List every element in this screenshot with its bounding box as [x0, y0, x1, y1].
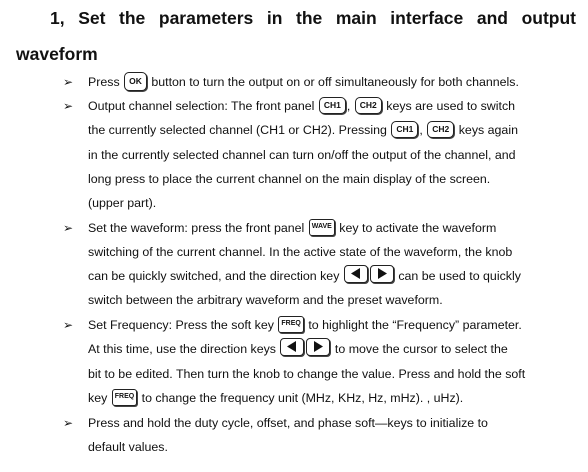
text-line: [88, 94, 515, 118]
text-line: [88, 386, 463, 410]
text-span: can be used to quickly: [398, 269, 521, 283]
text-line: bit to be edited. Then turn the knob to change the value. Press and hold the soft: [88, 367, 526, 381]
ch2-key: CH2: [427, 121, 454, 138]
text-span: At this time, use the direction keys: [88, 342, 277, 356]
text-span: button to turn the output on or off simultaneously for both channels.: [151, 75, 519, 89]
text-line: [88, 118, 518, 142]
text-span: Output channel selection: The front panel: [88, 99, 315, 113]
text-span: to move the cursor to select the: [334, 342, 508, 356]
text-line: default values.: [88, 440, 168, 454]
text-span: Set Frequency: Press the soft key: [88, 318, 274, 332]
text-line: switching of the current channel. In the active state of the waveform, the knob: [88, 245, 513, 259]
text-span: can be quickly switched, and the direction key: [88, 269, 340, 283]
triangle-right-icon: [306, 338, 330, 356]
text-span: key to activate the waveform: [339, 221, 497, 235]
bullet-marker: ➢: [63, 99, 74, 113]
ch2-key: CH2: [355, 97, 382, 114]
section-title: [16, 0, 576, 72]
text-line: [88, 313, 522, 337]
text-line: [88, 264, 521, 288]
text-span: to change the frequency unit (MHz, KHz, Hz, mHz). , uHz).: [141, 391, 464, 405]
text-line: [88, 337, 508, 361]
text-line: in the currently selected channel can turn on/off the output of the channel, and: [88, 148, 516, 162]
text-span: Press: [88, 75, 120, 89]
ch1-key: CH1: [319, 97, 346, 114]
freq-key: FREQ: [278, 316, 303, 333]
text-span: ,: [346, 99, 351, 113]
bullet-marker: ➢: [63, 221, 74, 235]
bullet-marker: ➢: [63, 75, 74, 89]
text-span: keys again: [458, 123, 518, 137]
text-span: keys are used to switch: [386, 99, 516, 113]
text-line: Press and hold the duty cycle, offset, and phase soft—keys to initialize to: [88, 416, 488, 430]
text-span: the currently selected channel (CH1 or CH2). Pressing: [88, 123, 387, 137]
bullet-marker: ➢: [63, 416, 74, 430]
wave-key: WAVE: [309, 219, 335, 236]
triangle-left-icon: [280, 338, 304, 356]
text-span: Set the waveform: press the front panel: [88, 221, 305, 235]
text-span: to highlight the “Frequency” parameter.: [308, 318, 522, 332]
section-title-line-2: waveform: [16, 44, 98, 64]
ch1-key: CH1: [391, 121, 418, 138]
section-title-line-1: 1, Set the parameters in the main interface and output: [50, 8, 576, 28]
triangle-left-icon: [344, 265, 368, 283]
ok-key: OK: [124, 72, 147, 91]
text-line: [88, 216, 496, 240]
triangle-right-icon: [370, 265, 394, 283]
text-line: long press to place the current channel on the main display of the screen.: [88, 172, 491, 186]
freq-key: FREQ: [112, 389, 137, 406]
text-span: key: [88, 391, 108, 405]
text-line: switch between the arbitrary waveform and the preset waveform.: [88, 293, 443, 307]
text-line: [88, 70, 519, 94]
bullet-marker: ➢: [63, 318, 74, 332]
text-span: ,: [419, 123, 423, 137]
text-line: (upper part).: [88, 196, 157, 210]
